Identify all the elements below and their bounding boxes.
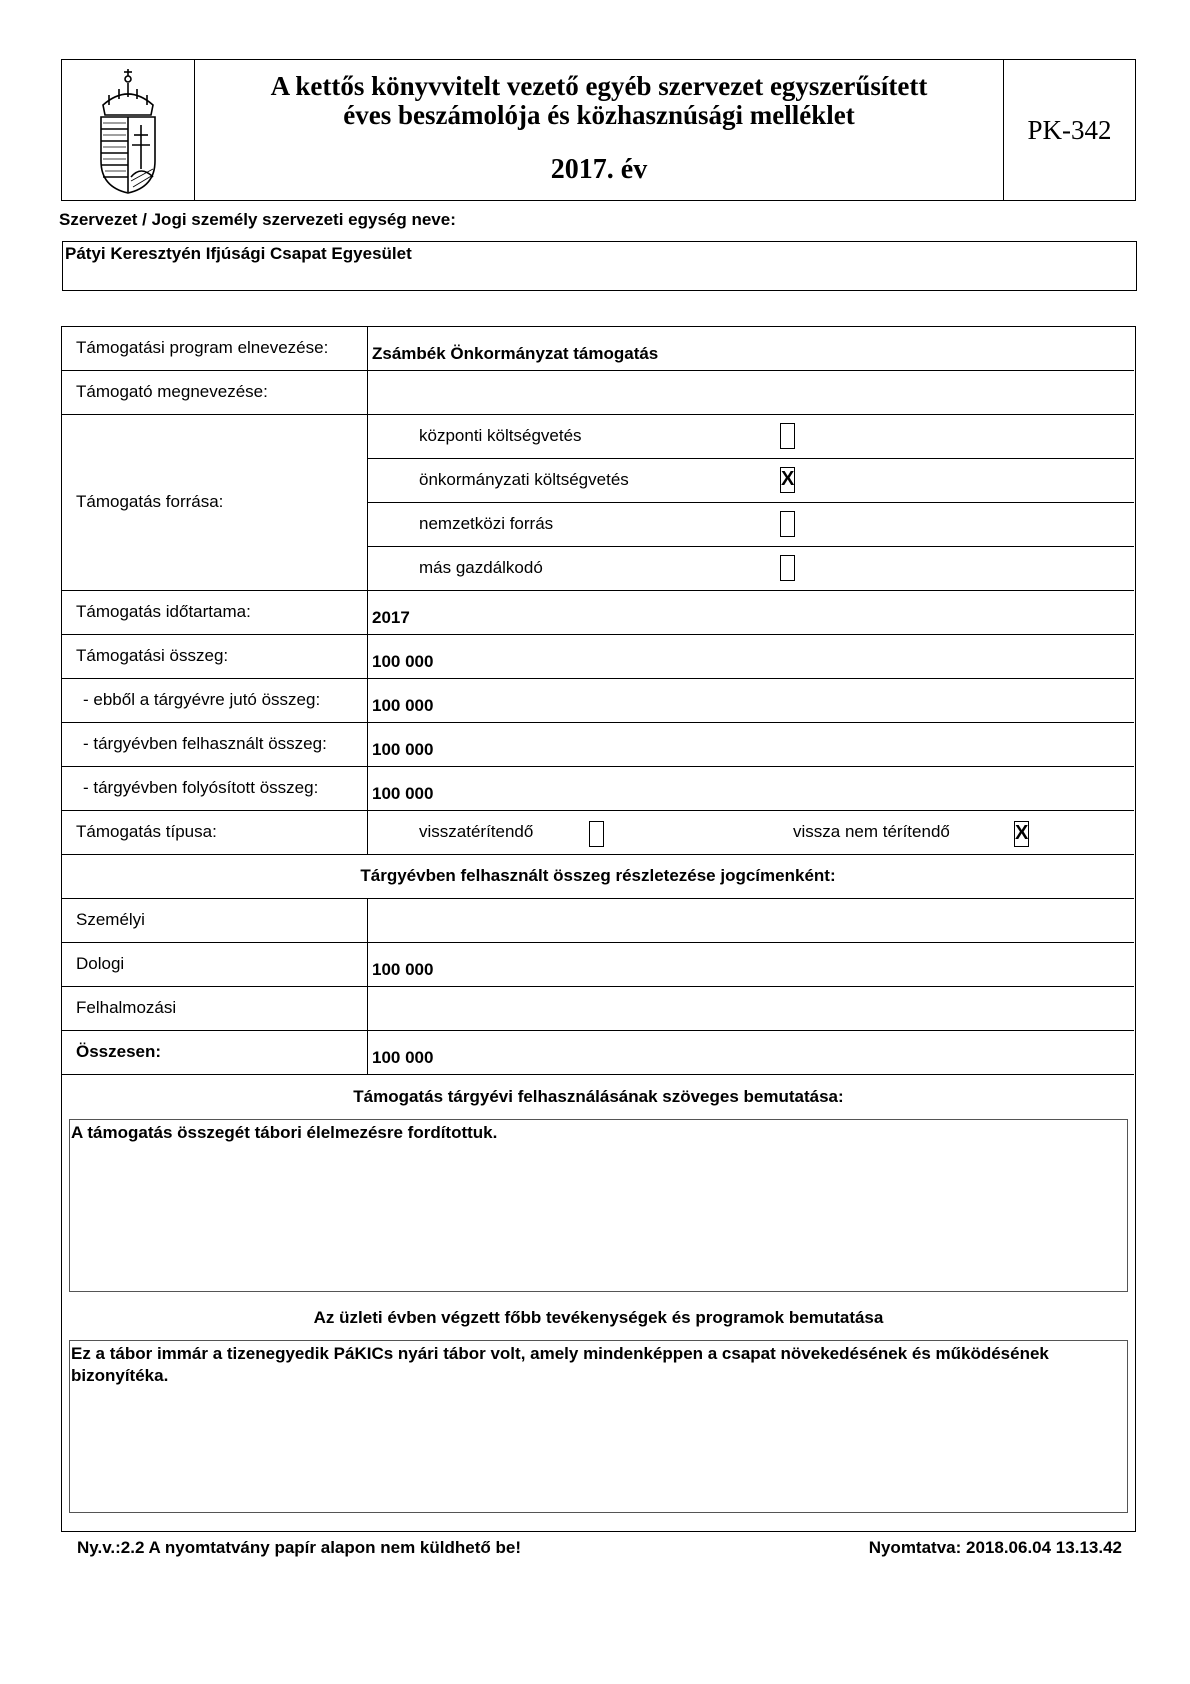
- year-amount-value: 100 000: [372, 696, 434, 715]
- source-option-label: központi költségvetés: [419, 426, 582, 445]
- form-header: [61, 59, 1136, 201]
- program-value: Zsámbék Önkormányzat támogatás: [372, 344, 659, 363]
- crest-cell: [62, 60, 195, 200]
- breakdown-value: 100 000: [372, 960, 434, 979]
- hungarian-coat-of-arms-icon: [95, 65, 161, 195]
- paid-amount-row: [62, 767, 1134, 811]
- duration-value: 2017: [372, 608, 410, 627]
- breakdown-row: [62, 987, 1134, 1031]
- footer-version-note: Ny.v.:2.2 A nyomtatvány papír alapon nem küldhető be!: [77, 1538, 521, 1557]
- amount-value: 100 000: [372, 652, 434, 671]
- usage-title: Támogatás tárgyévi felhasználásának szöveges bemutatása:: [353, 1087, 844, 1106]
- type-row: [62, 811, 1134, 855]
- year-amount-row: [62, 679, 1134, 723]
- supporter-row: [62, 371, 1134, 415]
- amount-label: Támogatási összeg:: [76, 646, 229, 665]
- organization-label: Szervezet / Jogi személy szervezeti egység neve:: [59, 210, 456, 229]
- organization-name-field: [62, 241, 1137, 291]
- footer-print-timestamp: Nyomtatva: 2018.06.04 13.13.42: [868, 1538, 1122, 1557]
- source-checkbox-central[interactable]: [780, 423, 795, 449]
- breakdown-total-value: 100 000: [372, 1048, 434, 1067]
- used-amount-label: - tárgyévben felhasznált összeg:: [83, 734, 327, 753]
- breakdown-total-label: Összesen:: [76, 1042, 162, 1061]
- paid-amount-value: 100 000: [372, 784, 434, 803]
- breakdown-total-row: [62, 1031, 1134, 1075]
- breakdown-label: Felhalmozási: [76, 998, 177, 1017]
- source-option-other: [368, 547, 1134, 591]
- paid-amount-label: - tárgyévben folyósított összeg:: [83, 778, 319, 797]
- type-refundable-checkbox[interactable]: [589, 821, 604, 847]
- source-option-municipal: [368, 459, 1134, 503]
- report-year: 2017. év: [550, 154, 648, 185]
- program-row: [62, 327, 1134, 371]
- source-option-central: [368, 415, 1134, 459]
- program-label: Támogatási program elnevezése:: [76, 338, 329, 357]
- support-table: [61, 326, 1136, 1532]
- usage-text: A támogatás összegét tábori élelmezésre fordítottuk.: [71, 1123, 498, 1142]
- breakdown-title: Tárgyévben felhasznált összeg részletezése jogcímenként:: [360, 866, 836, 885]
- source-checkbox-international[interactable]: [780, 511, 795, 537]
- source-option-label: önkormányzati költségvetés: [419, 470, 629, 489]
- type-nonrefundable-label: vissza nem térítendő: [793, 822, 950, 841]
- breakdown-label: Dologi: [76, 954, 125, 973]
- amount-row: [62, 635, 1134, 679]
- breakdown-title-row: [62, 855, 1134, 899]
- form-title: [195, 60, 1004, 200]
- source-option-label: más gazdálkodó: [419, 558, 543, 577]
- source-label: Támogatás forrása:: [76, 492, 224, 511]
- duration-label: Támogatás időtartama:: [76, 602, 251, 621]
- breakdown-label: Személyi: [76, 910, 145, 929]
- used-amount-row: [62, 723, 1134, 767]
- source-checkbox-municipal[interactable]: X: [780, 467, 795, 493]
- used-amount-value: 100 000: [372, 740, 434, 759]
- breakdown-row: [62, 943, 1134, 987]
- activities-title: Az üzleti évben végzett főbb tevékenységek és programok bemutatása: [313, 1308, 884, 1327]
- activities-text-field: [69, 1340, 1128, 1513]
- title-line-1: A kettős könyvvitelt vezető egyéb szervezet egyszerűsített: [270, 71, 928, 101]
- type-nonrefundable-checkbox[interactable]: X: [1014, 821, 1029, 847]
- source-checkbox-other[interactable]: [780, 555, 795, 581]
- activities-text: Ez a tábor immár a tizenegyedik PáKICs nyári tábor volt, amely mindenképpen a csapat növekedésének és működésének bizonyítéka.: [71, 1344, 1049, 1385]
- type-refundable-label: visszatérítendő: [419, 822, 534, 841]
- source-option-international: [368, 503, 1134, 547]
- duration-row: [62, 591, 1134, 635]
- supporter-label: Támogató megnevezése:: [76, 382, 268, 401]
- form-code: PK-342: [1027, 114, 1112, 145]
- breakdown-row: [62, 899, 1134, 943]
- source-option-label: nemzetközi forrás: [419, 514, 554, 533]
- year-amount-label: - ebből a tárgyévre jutó összeg:: [83, 690, 321, 709]
- title-line-2: éves beszámolója és közhasznúsági melléklet: [343, 100, 855, 130]
- organization-name: Pátyi Keresztyén Ifjúsági Csapat Egyesület: [65, 244, 412, 263]
- usage-text-field: [69, 1119, 1128, 1292]
- source-row: [62, 415, 1134, 591]
- type-label: Támogatás típusa:: [76, 822, 217, 841]
